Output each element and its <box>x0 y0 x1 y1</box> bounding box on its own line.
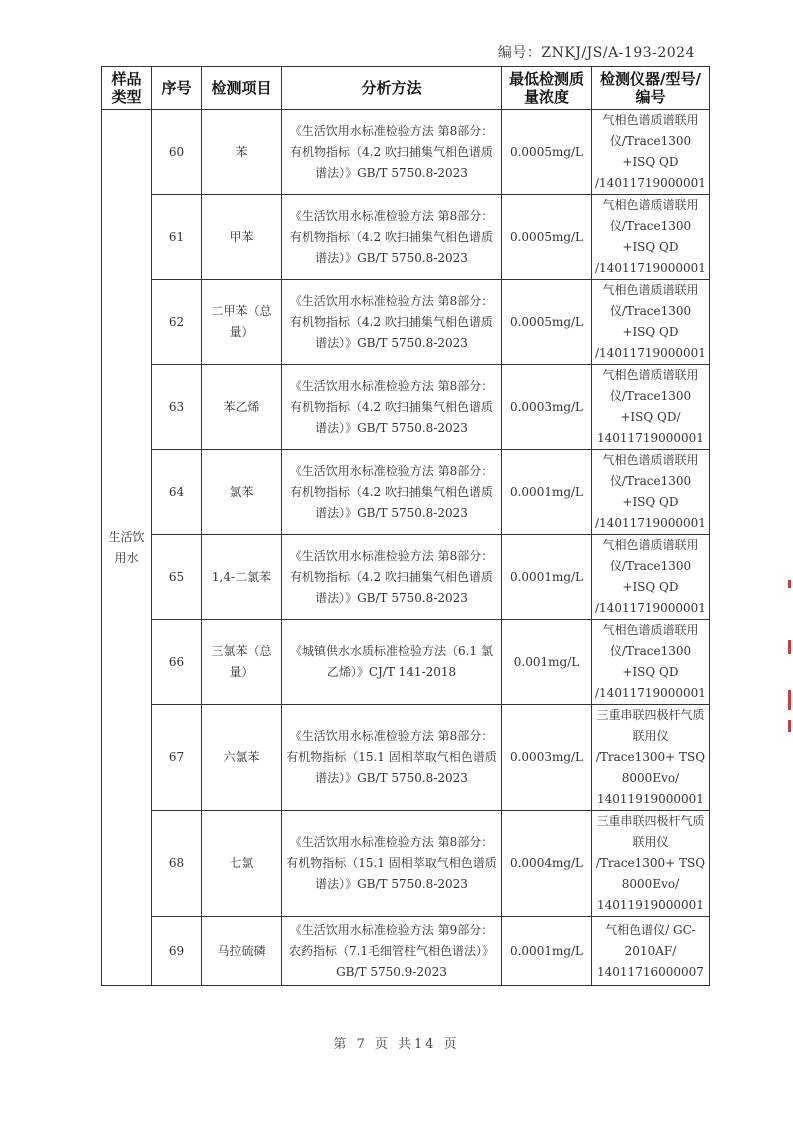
seq-cell: 69 <box>152 917 202 986</box>
item-cell: 马拉硫磷 <box>202 917 282 986</box>
method-cell: 《生活饮用水标准检验方法 第9部分：农药指标（7.1毛细管柱气相色谱法）》GB/T 5750.9-2023 <box>282 917 502 986</box>
method-cell: 《生活饮用水标准检验方法 第8部分：有机物指标（4.2 吹扫捕集气相色谱质谱法）》GB/T 5750.8-2023 <box>282 110 502 195</box>
header-instrument: 检测仪器/型号/编号 <box>592 67 710 110</box>
method-cell: 《生活饮用水标准检验方法 第8部分：有机物指标（15.1 固相萃取气相色谱质谱法）》GB/T 5750.8-2023 <box>282 705 502 811</box>
header-item: 检测项目 <box>202 67 282 110</box>
header-sample-type: 样品类型 <box>102 67 152 110</box>
table-row <box>102 195 710 280</box>
instrument-cell: 气相色谱质谱联用仪/Trace1300 +ISQ QD /14011719000001 <box>592 450 710 535</box>
table-row <box>102 705 710 811</box>
seal-edge-mark <box>788 640 791 654</box>
min-conc-cell: 0.0001mg/L <box>502 917 592 986</box>
instrument-cell: 气相色谱质谱联用仪/Trace1300 +ISQ QD/ 14011719000001 <box>592 365 710 450</box>
item-cell: 苯乙烯 <box>202 365 282 450</box>
min-conc-cell: 0.0004mg/L <box>502 811 592 917</box>
table-row <box>102 917 710 986</box>
min-conc-cell: 0.0001mg/L <box>502 450 592 535</box>
page-footer: 第 7 页 共14 页 <box>333 1037 460 1052</box>
seq-cell: 60 <box>152 110 202 195</box>
min-conc-cell: 0.0003mg/L <box>502 365 592 450</box>
test-items-table <box>101 66 710 986</box>
method-cell: 《生活饮用水标准检验方法 第8部分：有机物指标（4.2 吹扫捕集气相色谱质谱法）》GB/T 5750.8-2023 <box>282 535 502 620</box>
seq-cell: 66 <box>152 620 202 705</box>
method-cell: 《城镇供水水质标准检验方法（6.1 氯乙烯）》CJ/T 141-2018 <box>282 620 502 705</box>
method-cell: 《生活饮用水标准检验方法 第8部分：有机物指标（15.1 固相萃取气相色谱质谱法）》GB/T 5750.8-2023 <box>282 811 502 917</box>
table-row <box>102 535 710 620</box>
header-method: 分析方法 <box>282 67 502 110</box>
seq-cell: 65 <box>152 535 202 620</box>
seal-edge-mark <box>788 720 791 732</box>
item-cell: 1,4-二氯苯 <box>202 535 282 620</box>
item-cell: 甲苯 <box>202 195 282 280</box>
min-conc-cell: 0.0003mg/L <box>502 705 592 811</box>
item-cell: 苯 <box>202 110 282 195</box>
instrument-cell: 三重串联四极杆气质联用仪 /Trace1300+ TSQ 8000Evo/ 14011919000001 <box>592 811 710 917</box>
seq-cell: 63 <box>152 365 202 450</box>
table-row <box>102 811 710 917</box>
instrument-cell: 气相色谱质谱联用仪/Trace1300 +ISQ QD /14011719000001 <box>592 280 710 365</box>
seq-cell: 61 <box>152 195 202 280</box>
seal-edge-mark <box>788 580 791 588</box>
item-cell: 氯苯 <box>202 450 282 535</box>
seq-cell: 68 <box>152 811 202 917</box>
instrument-cell: 气相色谱质谱联用仪/Trace1300 +ISQ QD /14011719000001 <box>592 535 710 620</box>
seq-cell: 67 <box>152 705 202 811</box>
item-cell: 六氯苯 <box>202 705 282 811</box>
header-min-conc: 最低检测质量浓度 <box>502 67 592 110</box>
method-cell: 《生活饮用水标准检验方法 第8部分：有机物指标（4.2 吹扫捕集气相色谱质谱法）》GB/T 5750.8-2023 <box>282 195 502 280</box>
min-conc-cell: 0.001mg/L <box>502 620 592 705</box>
instrument-cell: 气相色谱质谱联用仪/Trace1300 +ISQ QD /14011719000001 <box>592 195 710 280</box>
min-conc-cell: 0.0005mg/L <box>502 110 592 195</box>
min-conc-cell: 0.0005mg/L <box>502 280 592 365</box>
item-cell: 二甲苯（总量） <box>202 280 282 365</box>
item-cell: 三氯苯（总量） <box>202 620 282 705</box>
table-header-row <box>102 67 710 110</box>
instrument-cell: 三重串联四极杆气质联用仪 /Trace1300+ TSQ 8000Evo/ 14011919000001 <box>592 705 710 811</box>
seal-edge-mark <box>788 690 791 710</box>
min-conc-cell: 0.0001mg/L <box>502 535 592 620</box>
document-number: 编号：ZNKJ/JS/A-193-2024 <box>497 45 695 61</box>
method-cell: 《生活饮用水标准检验方法 第8部分：有机物指标（4.2 吹扫捕集气相色谱质谱法）》GB/T 5750.8-2023 <box>282 365 502 450</box>
instrument-cell: 气相色谱质谱联用仪/Trace1300 +ISQ QD /14011719000001 <box>592 620 710 705</box>
method-cell: 《生活饮用水标准检验方法 第8部分：有机物指标（4.2 吹扫捕集气相色谱质谱法）》GB/T 5750.8-2023 <box>282 280 502 365</box>
instrument-cell: 气相色谱质谱联用仪/Trace1300 +ISQ QD /14011719000001 <box>592 110 710 195</box>
seq-cell: 64 <box>152 450 202 535</box>
method-cell: 《生活饮用水标准检验方法 第8部分：有机物指标（4.2 吹扫捕集气相色谱质谱法）》GB/T 5750.8-2023 <box>282 450 502 535</box>
header-seq: 序号 <box>152 67 202 110</box>
seq-cell: 62 <box>152 280 202 365</box>
min-conc-cell: 0.0005mg/L <box>502 195 592 280</box>
table-row <box>102 620 710 705</box>
table-row <box>102 365 710 450</box>
table-row <box>102 110 710 195</box>
item-cell: 七氯 <box>202 811 282 917</box>
table-row <box>102 280 710 365</box>
instrument-cell: 气相色谱仪/ GC-2010AF/ 14011716000007 <box>592 917 710 986</box>
table-row <box>102 450 710 535</box>
sample-type-cell: 生活饮用水 <box>102 110 152 986</box>
